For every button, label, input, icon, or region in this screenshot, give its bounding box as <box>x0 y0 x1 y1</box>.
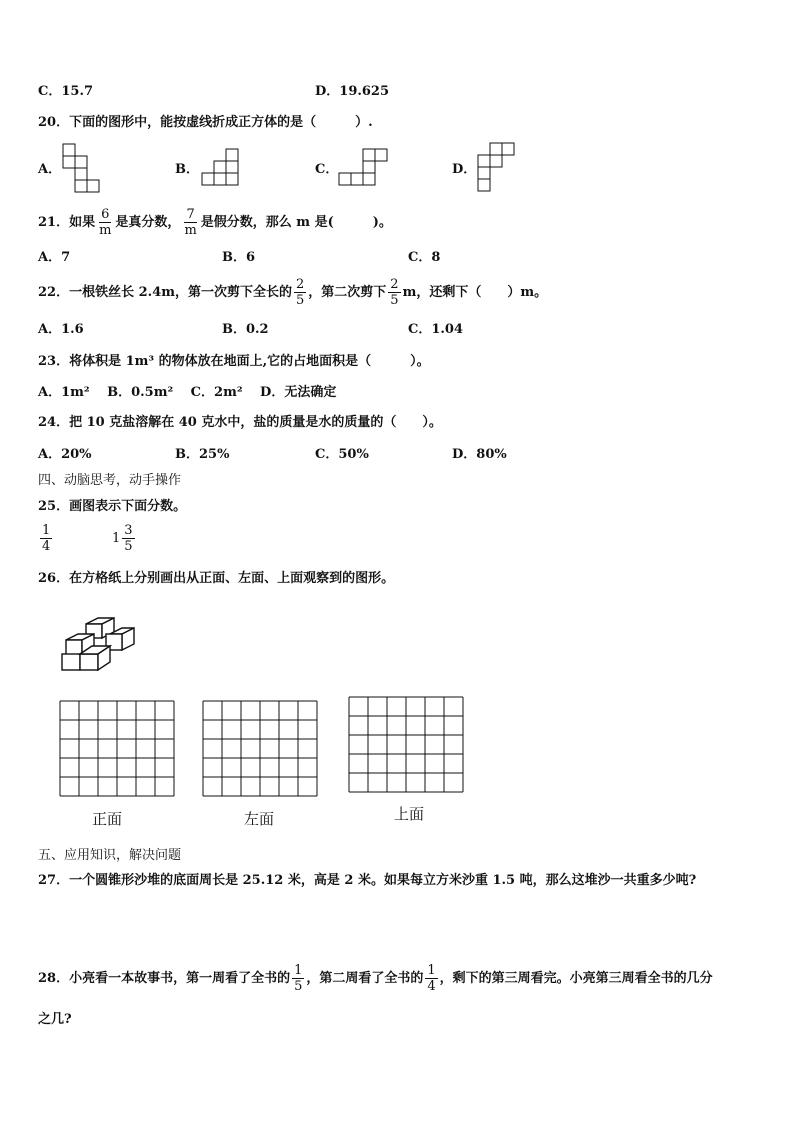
question-28-line-2: 之几? <box>38 1012 72 1027</box>
q20-option-c-label: C． <box>315 162 339 177</box>
q28-fraction-2 <box>425 963 437 994</box>
question-28 <box>38 962 713 996</box>
fraction-numerator: 1 <box>42 523 51 538</box>
fraction-denominator: 5 <box>124 539 133 554</box>
q22-suffix: m，还剩下（ ）m。 <box>402 285 548 300</box>
q22-option-b: B．0.2 <box>222 322 269 337</box>
q28-fraction-1 <box>292 963 304 994</box>
q21-prefix: 21．如果 <box>38 215 96 230</box>
question-25: 25．画图表示下面分数。 <box>38 499 187 514</box>
q25-fraction-1 <box>38 522 54 556</box>
q20-net-b <box>200 148 242 190</box>
q20-net-a <box>60 142 102 196</box>
q22-prefix: 22．一根铁丝长 2.4m，第一次剪下全长的 <box>38 285 292 300</box>
grid-front-view <box>59 700 177 802</box>
grid-label-front: 正面 <box>92 810 123 828</box>
section-5-heading: 五、应用知识，解决问题 <box>38 848 182 863</box>
option-c: C．15.7 <box>38 84 94 99</box>
q28-prefix: 28．小亮看一本故事书，第一周看了全书的 <box>38 971 291 986</box>
fraction-numerator: 2 <box>296 277 305 292</box>
question-26: 26．在方格纸上分别画出从正面、左面、上面观察到的图形。 <box>38 571 395 586</box>
fraction-denominator: 5 <box>294 979 303 994</box>
q21-option-c: C．8 <box>408 250 441 265</box>
q22-option-c: C．1.04 <box>408 322 464 337</box>
question-21 <box>38 206 392 240</box>
q20-option-a-label: A． <box>38 162 62 177</box>
q22-fraction-2 <box>388 277 400 308</box>
q24-option-b: B．25% <box>175 447 230 462</box>
fraction-denominator: 4 <box>427 979 436 994</box>
q22-fraction-1 <box>294 277 306 308</box>
q20-option-b-label: B． <box>175 162 199 177</box>
fraction-numerator: 6 <box>101 207 110 222</box>
fraction-numerator: 2 <box>390 277 399 292</box>
question-27: 27．一个圆锥形沙堆的底面周长是 25.12 米，高是 2 米。如果每立方米沙重 1.5 吨，那么这堆沙一共重多少吨? <box>38 873 697 888</box>
grid-top-view <box>348 696 466 798</box>
q22-option-a: A．1.6 <box>38 322 84 337</box>
option-d: D．19.625 <box>315 84 390 99</box>
q21-option-a: A．7 <box>38 250 71 265</box>
fraction-numerator: 7 <box>186 207 195 222</box>
q21-fraction-1 <box>97 207 113 238</box>
q22-mid: ，第二次剪下 <box>308 285 387 300</box>
section-4-heading: 四、动脑思考，动手操作 <box>38 473 182 488</box>
grid-label-left: 左面 <box>244 810 275 828</box>
fraction-numerator: 3 <box>124 523 133 538</box>
fraction-numerator: 1 <box>427 963 436 978</box>
grid-label-top: 上面 <box>394 805 425 823</box>
q21-option-b: B．6 <box>222 250 256 265</box>
fraction-denominator: 4 <box>42 539 51 554</box>
q20-option-d-label: D． <box>452 162 477 177</box>
q21-mid: 是真分数， <box>115 215 181 230</box>
fraction-denominator: m <box>184 223 197 238</box>
grid-left-view <box>202 700 320 802</box>
fraction-denominator: 5 <box>390 293 399 308</box>
fraction-denominator: m <box>99 223 112 238</box>
question-22 <box>38 276 547 310</box>
q25-mixed-fraction <box>112 522 137 556</box>
question-20: 20．下面的图形中，能按虚线折成正方体的是（ ）. <box>38 115 373 130</box>
q28-suffix: ，剩下的第三周看完。小亮第三周看全书的几分 <box>439 971 713 986</box>
q21-suffix: 是假分数，那么 m 是( )。 <box>200 215 392 230</box>
fraction-denominator: 5 <box>296 293 305 308</box>
fraction-numerator: 1 <box>294 963 303 978</box>
question-24: 24．把 10 克盐溶解在 40 克水中，盐的质量是水的质量的（ ）。 <box>38 415 442 430</box>
q24-option-d: D．80% <box>452 447 507 462</box>
q20-net-d <box>477 142 517 196</box>
q21-fraction-2 <box>182 207 198 238</box>
question-23: 23．将体积是 1m³ 的物体放在地面上,它的占地面积是（ ）。 <box>38 354 430 369</box>
mixed-whole: 1 <box>112 531 121 546</box>
q23-options: A．1m² B．0.5m² C．2m² D．无法确定 <box>38 385 337 400</box>
q24-option-a: A．20% <box>38 447 92 462</box>
q28-mid: ，第二周看了全书的 <box>306 971 424 986</box>
cube-stack-figure <box>58 614 138 674</box>
q24-option-c: C．50% <box>315 447 369 462</box>
q20-net-c <box>338 148 390 190</box>
